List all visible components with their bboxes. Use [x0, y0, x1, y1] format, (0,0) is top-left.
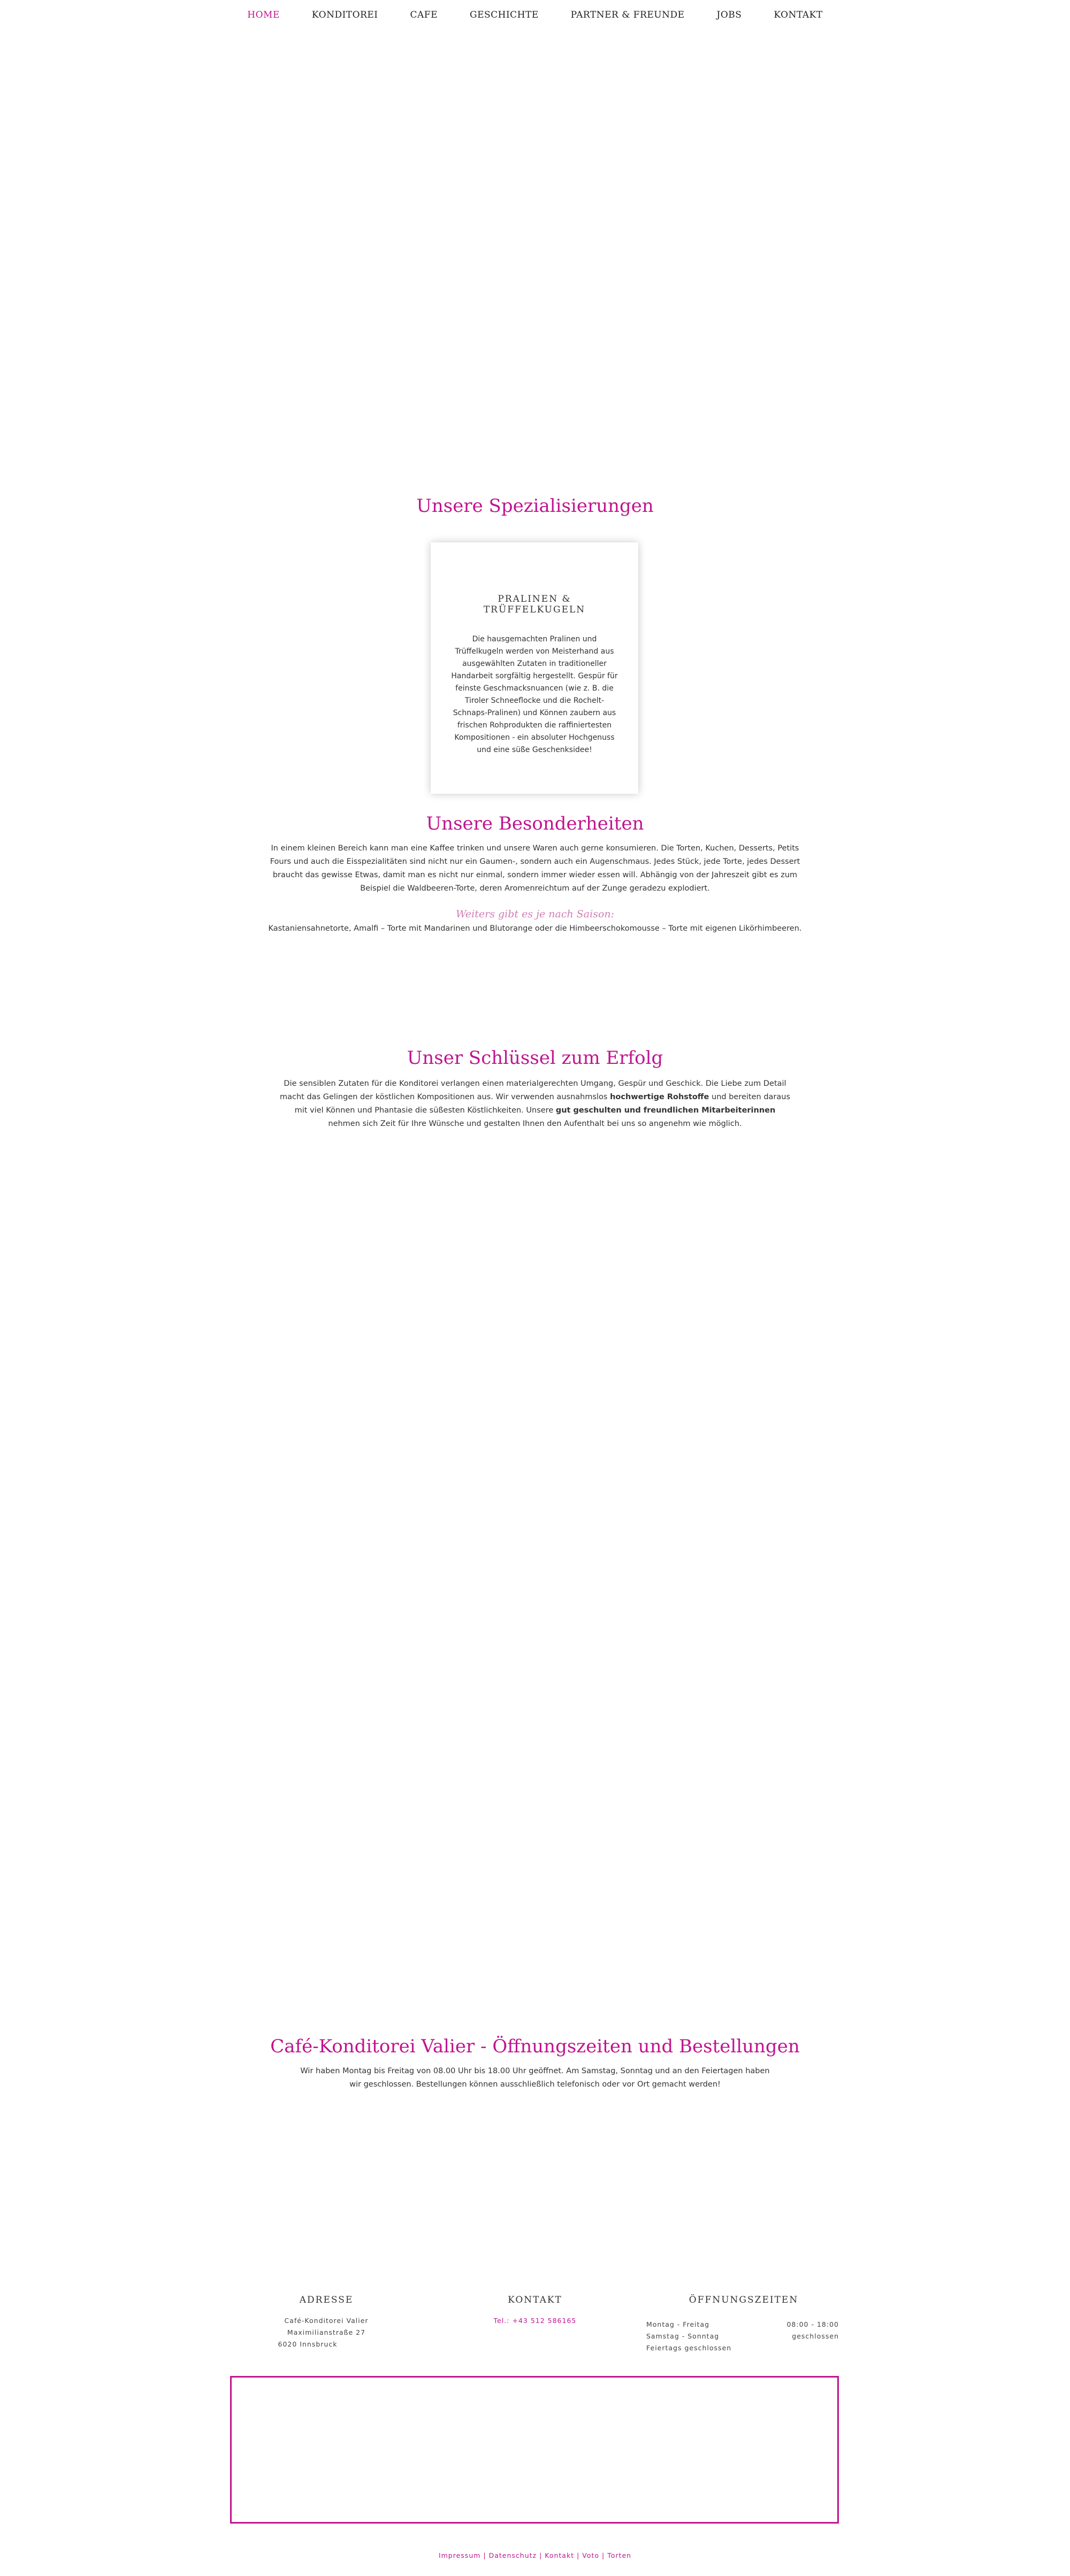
phone-line: [471, 2315, 599, 2327]
nav-item-partner-freunde[interactable]: PARTNER & FREUNDE: [570, 10, 685, 20]
nav-item-home[interactable]: HOME: [247, 10, 280, 20]
seasonal-text: Kastaniensahnetorte, Amalfi – Torte mit Mandarinen und Blutorange oder die Himbeerschokomousse – Torte mit eigenen Likörhimbeeren.: [268, 924, 802, 933]
address-line-2: Maximilianstraße 27: [287, 2328, 366, 2336]
hours-day: Samstag - Sonntag: [646, 2332, 720, 2340]
erfolg-title: Unser Schlüssel zum Erfolg: [407, 1047, 663, 1069]
specialty-card-title: PRALINEN & TRÜFFELKUGELN: [483, 594, 586, 615]
hours-time: 08:00 - 18:00: [786, 2320, 839, 2328]
erfolg-text-part: und bereiten daraus mit viel Können und Phantasie die süßesten Köstlichkeiten. Unsere: [294, 1093, 790, 1115]
hours-row: [646, 2342, 839, 2354]
nav-item-jobs[interactable]: JOBS: [716, 10, 742, 20]
phone-label: Tel.:: [493, 2317, 513, 2325]
address-line-1: Café-Konditorei Valier: [284, 2317, 369, 2325]
footer-separator: |: [480, 2551, 489, 2559]
contact-column: [471, 2295, 599, 2327]
erfolg-text-part: nehmen sich Zeit für Ihre Wünsche und gestalten Ihnen den Aufenthalt bei uns so angenehm wie möglich.: [328, 1120, 742, 1128]
phone-link[interactable]: +43 512 586165: [512, 2317, 577, 2325]
address-column: [262, 2295, 391, 2350]
main-navigation: [0, 0, 1070, 30]
address-line-3: 6020 Innsbruck: [278, 2340, 338, 2348]
nav-item-konditorei[interactable]: KONDITOREI: [311, 10, 378, 20]
besonderheiten-title: Unsere Besonderheiten: [426, 813, 644, 834]
oeffnung-title: Café-Konditorei Valier - Öffnungszeiten und Bestellungen: [270, 2036, 800, 2057]
hours-time: geschlossen: [792, 2332, 839, 2340]
footer-link-impressum[interactable]: Impressum: [438, 2551, 481, 2559]
nav-item-kontakt[interactable]: KONTAKT: [774, 10, 823, 20]
hours-column: [663, 2295, 824, 2315]
erfolg-highlight-rohstoffe: hochwertige Rohstoffe: [610, 1093, 709, 1101]
nav-item-cafe[interactable]: CAFE: [410, 10, 438, 20]
oeffnung-text: Wir haben Montag bis Freitag von 08.00 Uhr bis 18.00 Uhr geöffnet. Am Samstag, Sonntag und an den Feiertagen haben wir geschlossen. Bestellungen können ausschließlich telefonisch oder vor Ort gemacht werden!: [300, 2067, 770, 2089]
erfolg-text-part: Die sensiblen Zutaten für die Konditorei verlangen einen materialgerechten Umgang, Gespür und Geschick. Die Liebe zum Detail macht das Gelingen der köstlichen Kompositionen aus. Wir verwenden ausnahmslos: [280, 1079, 786, 1101]
specialty-card: [431, 542, 638, 794]
specialty-card-text: Die hausgemachten Pralinen und Trüffelkugeln werden von Meisterhand aus ausgewählten Zutaten in traditioneller Handarbeit sorgfältig hergestellt. Gespür für feinste Geschmacksnuancen (wie z. B. die Tiroler Schneeflocke und die Rochelt-Schnaps-Pralinen) und Können zaubern aus frischen Rohprodukten die raffiniertesten Kompositionen - ein absoluter Hochgenuss und eine süße Geschenksidee!: [451, 635, 618, 754]
besonderheiten-section: [0, 813, 1070, 936]
footer-separator: |: [537, 2551, 545, 2559]
erfolg-section: [0, 1047, 1070, 1131]
footer-separator: |: [574, 2551, 583, 2559]
hours-table: [646, 2319, 839, 2354]
oeffnung-section: [0, 2036, 1070, 2091]
erfolg-highlight-mitarbeiter: gut geschulten und freundlichen Mitarbeiterinnen: [555, 1106, 776, 1115]
nav-item-geschichte[interactable]: GESCHICHTE: [470, 10, 539, 20]
seasonal-subtitle: Weiters gibt es je nach Saison:: [455, 908, 615, 920]
spezialisierungen-title: Unsere Spezialisierungen: [416, 495, 654, 517]
footer-link-voto[interactable]: Voto: [582, 2551, 600, 2559]
hours-day: Montag - Freitag: [646, 2320, 710, 2328]
hours-row: [646, 2319, 839, 2330]
erfolg-text: [278, 1077, 792, 1131]
footer-links: [0, 2551, 1070, 2559]
footer-separator: |: [599, 2551, 608, 2559]
hours-title: ÖFFNUNGSZEITEN: [689, 2295, 799, 2305]
contact-title: KONTAKT: [508, 2295, 562, 2305]
footer-link-torten[interactable]: Torten: [607, 2551, 632, 2559]
address-title: ADRESSE: [299, 2295, 354, 2305]
hours-day: Feiertags geschlossen: [646, 2344, 732, 2352]
spezialisierungen-section: [0, 495, 1070, 517]
map-frame[interactable]: [230, 2376, 839, 2524]
footer-link-kontakt[interactable]: Kontakt: [545, 2551, 575, 2559]
besonderheiten-text: In einem kleinen Bereich kann man eine Kaffee trinken und unsere Waren auch gerne konsumieren. Die Torten, Kuchen, Desserts, Petits Fours und auch die Eisspezialitäten sind nicht nur ein Gaumen-, sondern auch ein Augenschmaus. Jedes Stück, jede Torte, jedes Dessert braucht das gewisse Etwas, damit man es nicht nur einmal, sondern immer wieder essen will. Abhängig von der Jahreszeit gibt es zum Beispiel die Waldbeeren-Torte, deren Aromenreichtum auf der Zunge geradezu explodiert.: [270, 844, 800, 893]
hours-row: [646, 2330, 839, 2342]
footer-link-datenschutz[interactable]: Datenschutz: [488, 2551, 537, 2559]
